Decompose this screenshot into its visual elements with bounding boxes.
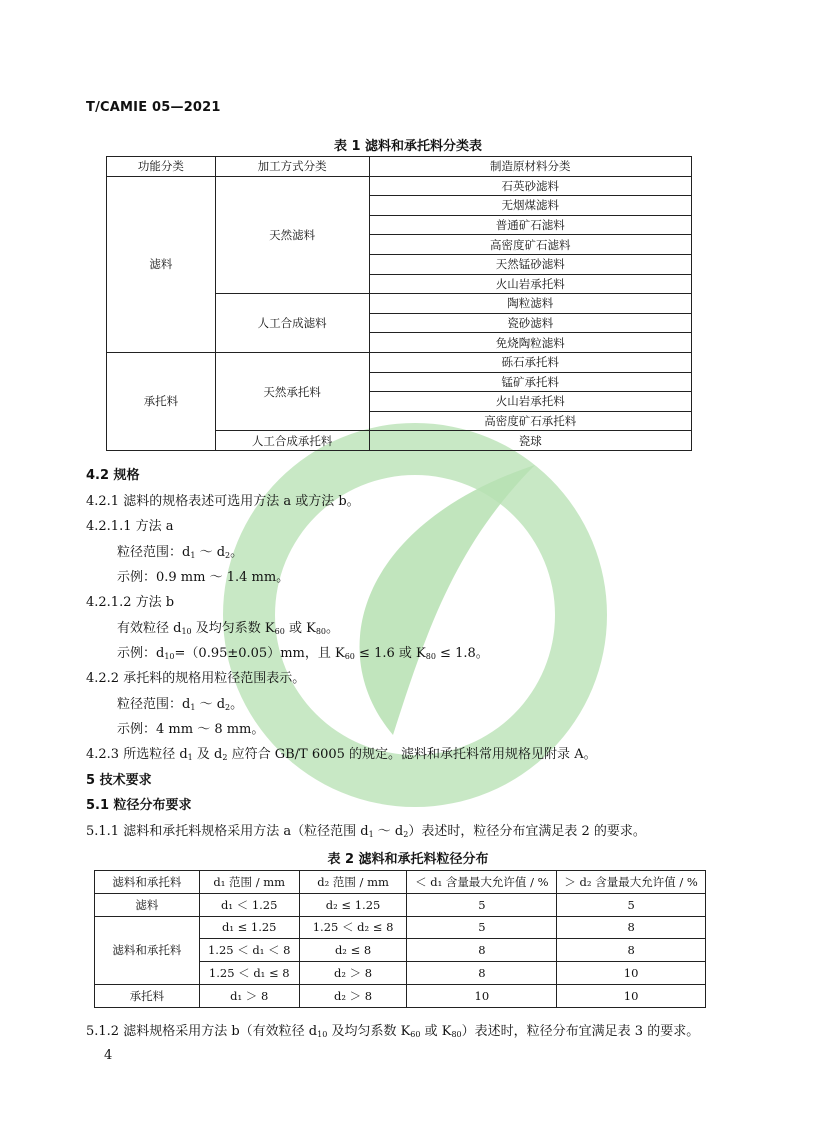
clause-4-2-1-2: 4.2.1.2 方法 b — [86, 595, 175, 610]
gt-cell: 5 — [557, 893, 706, 916]
section-5-heading: 5 技术要求 — [86, 773, 152, 788]
d2-cell: d₂ ＞ 8 — [299, 984, 407, 1007]
d1-cell: d₁ ≤ 1.25 — [199, 916, 299, 939]
table-header-cell: ＞ d₂ 含量最大允许值 / % — [557, 871, 706, 894]
table-row — [107, 176, 692, 196]
table-row — [107, 352, 692, 372]
table-row — [95, 916, 706, 939]
table-header-cell: 滤料和承托料 — [95, 871, 200, 894]
d2-cell: d₂ ＞ 8 — [299, 962, 407, 985]
table-header-cell: d₂ 范围 / mm — [299, 871, 407, 894]
material-cell: 石英砂滤料 — [369, 176, 691, 196]
type-cell: 滤料 — [95, 893, 200, 916]
gt-cell: 10 — [557, 984, 706, 1007]
material-cell: 瓷砂滤料 — [369, 313, 691, 333]
section-5-1-heading: 5.1 粒径分布要求 — [86, 798, 192, 813]
d1-cell: d₁ ＞ 8 — [199, 984, 299, 1007]
d1-cell: 1.25 ＜ d₁ ≤ 8 — [199, 962, 299, 985]
material-cell: 天然锰砂滤料 — [369, 254, 691, 274]
lt-cell: 5 — [407, 893, 557, 916]
example-c: 示例：4 mm ～ 8 mm。 — [117, 722, 265, 737]
gt-cell: 10 — [557, 962, 706, 985]
table-header-row — [107, 157, 692, 177]
particle-size-table — [94, 870, 706, 1008]
lt-cell: 5 — [407, 916, 557, 939]
material-cell: 砾石承托料 — [369, 352, 691, 372]
material-cell: 陶粒滤料 — [369, 294, 691, 314]
table-header-cell: 功能分类 — [107, 157, 216, 177]
process-cell: 天然承托料 — [215, 352, 369, 430]
material-cell: 免烧陶粒滤料 — [369, 333, 691, 353]
table-row — [95, 984, 706, 1007]
clause-4-2-1-1: 4.2.1.1 方法 a — [86, 519, 174, 534]
d1-cell: 1.25 ＜ d₁ ＜ 8 — [199, 939, 299, 962]
classification-table — [106, 156, 692, 451]
example-a: 示例：0.9 mm ～ 1.4 mm。 — [117, 570, 290, 585]
function-cell: 承托料 — [107, 352, 216, 450]
table-header-cell: ＜ d₁ 含量最大允许值 / % — [407, 871, 557, 894]
lt-cell: 10 — [407, 984, 557, 1007]
material-cell: 瓷球 — [369, 431, 691, 451]
watermark-logo — [205, 405, 625, 825]
type-cell: 滤料和承托料 — [95, 916, 200, 984]
process-cell: 人工合成滤料 — [215, 294, 369, 353]
process-cell: 天然滤料 — [215, 176, 369, 294]
table1-caption: 表 1 滤料和承托料分类表 — [333, 139, 483, 154]
material-cell: 普通矿石滤料 — [369, 215, 691, 235]
table-header-cell: 加工方式分类 — [215, 157, 369, 177]
example-b: 示例：$d_{10}=(0.95\pm 0.05)mm$，且 $K_{60} \le 1.6$ 或 $K_{80} \le 1.8$。 — [117, 646, 489, 661]
clause-4-2-1: 4.2.1 滤料的规格表述可选用方法 a 或方法 b。 — [86, 494, 360, 509]
material-cell: 火山岩承托料 — [369, 274, 691, 294]
type-cell: 承托料 — [95, 984, 200, 1007]
function-cell: 滤料 — [107, 176, 216, 352]
material-cell: 火山岩承托料 — [369, 392, 691, 412]
gt-cell: 8 — [557, 939, 706, 962]
d2-cell: d₂ ≤ 1.25 — [299, 893, 407, 916]
material-cell: 无烟煤滤料 — [369, 196, 691, 216]
lt-cell: 8 — [407, 939, 557, 962]
range-line-b: 粒径范围：$d_1$ ～ $d_2$。 — [117, 697, 244, 712]
effective-size-line: 有效粒径 $d_{10}$ 及均匀系数 $K_{60}$ 或 $K_{80}$。 — [117, 621, 340, 636]
d2-cell: 1.25 ＜ d₂ ≤ 8 — [299, 916, 407, 939]
table-header-row — [95, 871, 706, 894]
d1-cell: d₁ ＜ 1.25 — [199, 893, 299, 916]
material-cell: 锰矿承托料 — [369, 372, 691, 392]
clause-5-1-1: 5.1.1 滤料和承托料规格采用方法 a（粒径范围 $d_1$ ～ $d_2$）表述时，粒径分布宜满足表 2 的要求。 — [86, 824, 646, 839]
material-cell: 高密度矿石滤料 — [369, 235, 691, 255]
process-cell: 人工合成承托料 — [215, 431, 369, 451]
material-cell: 高密度矿石承托料 — [369, 411, 691, 431]
range-line-a: 粒径范围：$d_1$ ～ $d_2$。 — [117, 545, 244, 560]
page-number: 4 — [104, 1048, 113, 1063]
document-code: T/CAMIE 05—2021 — [86, 100, 221, 115]
gt-cell: 8 — [557, 916, 706, 939]
table-header-cell: 制造原材料分类 — [369, 157, 691, 177]
d2-cell: d₂ ≤ 8 — [299, 939, 407, 962]
clause-5-1-2: 5.1.2 滤料规格采用方法 b（有效粒径 $d_{10}$ 及均匀系数 $K_{60}$ 或 $K_{80}$）表述时，粒径分布宜满足表 3 的要求。 — [86, 1024, 700, 1039]
clause-4-2-2: 4.2.2 承托料的规格用粒径范围表示。 — [86, 671, 306, 686]
clause-4-2-3: 4.2.3 所选粒径 $d_1$ 及 $d_2$ 应符合 GB/T 6005 的规定。滤料和承托料常用规格见附录 A。 — [86, 747, 597, 762]
lt-cell: 8 — [407, 962, 557, 985]
section-4-2-heading: 4.2 规格 — [86, 468, 140, 483]
table-header-cell: d₁ 范围 / mm — [199, 871, 299, 894]
table-row — [95, 893, 706, 916]
table2-caption: 表 2 滤料和承托料粒径分布 — [327, 852, 489, 867]
